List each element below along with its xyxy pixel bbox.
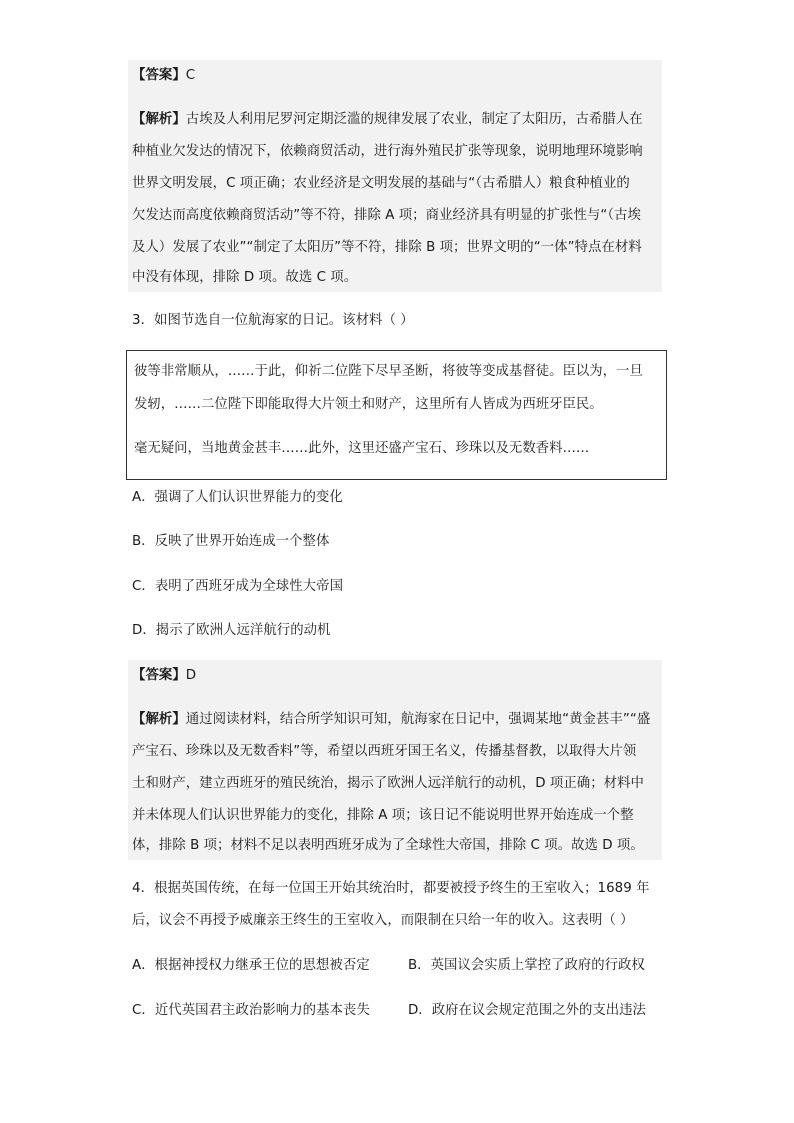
analysis-text: 古埃及人利用尼罗河定期泛滥的规律发展了农业，制定了太阳历，古希腊人在 (185, 112, 643, 127)
analysis-line: 及人）发展了农业”“制定了太阳历”等不符，排除 B 项；世界文明的“一体”特点在材料 (132, 240, 642, 255)
option-d: D．政府在议会规定范围之外的支出违法 (408, 1003, 646, 1018)
analysis-tag: 【解析】 (132, 712, 186, 727)
question-4-stem: 后，议会不再授予威廉亲王终生的王室收入，而限制在只给一年的收入。这表明（ ） (132, 913, 634, 928)
option-a: A．强调了人们认识世界能力的变化 (132, 490, 343, 505)
answer-line (132, 667, 660, 685)
analysis-line: 中没有体现，排除 D 项。故选 C 项。 (132, 270, 358, 285)
analysis-line (132, 111, 660, 129)
material-line: 彼等非常顺从，……于此，仰祈二位陛下尽早圣断，将彼等变成基督徒。臣以为，一旦 (134, 364, 643, 379)
option-d: D．揭示了欧洲人远洋航行的动机 (132, 623, 331, 638)
question-4-stem: 4．根据英国传统，在每一位国王开始其统治时，都要被授予终生的王室收入；1689 年 (132, 881, 650, 896)
option-c: C．近代英国君主政治影响力的基本丧失 (132, 1003, 370, 1018)
option-c: C．表明了西班牙成为全球性大帝国 (132, 579, 344, 594)
analysis-line: 土和财产，建立西班牙的殖民统治，揭示了欧洲人远洋航行的动机，D 项正确；材料中 (132, 776, 644, 791)
analysis-text: 通过阅读材料，结合所学知识可知，航海家在日记中，强调某地“黄金甚丰”“盛 (185, 712, 651, 727)
analysis-line: 产宝石、珍珠以及无数香料”等，希望以西班牙国王名义，传播基督教，以取得大片领 (132, 744, 637, 759)
analysis-line: 世界文明发展，C 项正确；农业经济是文明发展的基础与“（古希腊人）粮食种植业的 (132, 176, 630, 191)
analysis-line: 种植业欠发达的情况下，依赖商贸活动，进行海外殖民扩张等现象，说明地理环境影响 (132, 144, 643, 159)
answer-line (132, 67, 660, 85)
option-a: A．根据神授权力继承王位的思想被否定 (132, 958, 370, 973)
question-3-stem: 3．如图节选自一位航海家的日记。该材料（ ） (132, 313, 414, 328)
answer-tag: 【答案】 (132, 668, 186, 683)
material-line: 毫无疑问，当地黄金甚丰……此外，这里还盛产宝石、珍珠以及无数香料…… (134, 441, 590, 456)
analysis-line (132, 711, 660, 729)
analysis-line: 体，排除 B 项；材料不足以表明西班牙成为了全球性大帝国，排除 C 项。故选 D 项。 (132, 838, 644, 853)
material-line: 发轫，……二位陛下即能取得大片领土和财产，这里所有人皆成为西班牙臣民。 (134, 397, 603, 412)
analysis-line: 欠发达而高度依赖商贸活动”等不符，排除 A 项；商业经济具有明显的扩张性与“（古埃 (132, 208, 641, 223)
answer-value: D (185, 668, 197, 683)
analysis-line: 并未体现人们认识世界能力的变化，排除 A 项；该日记不能说明世界开始连成一个整 (132, 808, 634, 823)
option-b: B．英国议会实质上掌控了政府的行政权 (408, 958, 645, 973)
option-b: B．反映了世界开始连成一个整体 (132, 534, 330, 549)
analysis-tag: 【解析】 (132, 112, 186, 127)
answer-value: C (185, 68, 196, 83)
answer-tag: 【答案】 (132, 68, 186, 83)
